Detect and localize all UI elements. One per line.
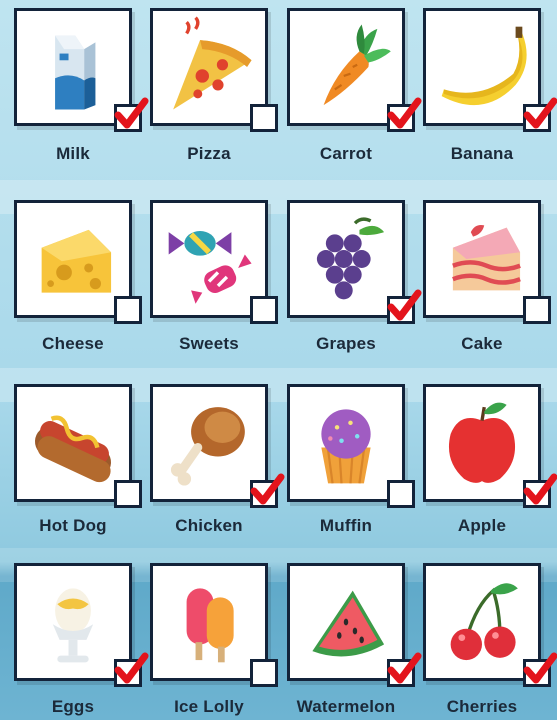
checkbox-watermelon[interactable] <box>387 659 415 687</box>
checkmark-icon <box>386 652 422 686</box>
food-label-hot-dog: Hot Dog <box>39 516 107 535</box>
food-label-chicken: Chicken <box>175 516 243 535</box>
food-label-pizza: Pizza <box>187 144 231 163</box>
food-label-banana: Banana <box>450 144 514 163</box>
food-label-cake: Cake <box>461 334 503 353</box>
food-label-cheese: Cheese <box>42 334 104 353</box>
checkmark-icon <box>113 652 149 686</box>
food-label-eggs: Eggs <box>51 697 95 716</box>
checkmark-icon <box>522 473 557 507</box>
food-label-apple: Apple <box>457 516 507 535</box>
checkbox-cheese[interactable] <box>114 296 142 324</box>
checkmark-icon <box>522 652 557 686</box>
checkbox-pizza[interactable] <box>250 104 278 132</box>
checkbox-eggs[interactable] <box>114 659 142 687</box>
checkbox-hot-dog[interactable] <box>114 480 142 508</box>
food-label-muffin: Muffin <box>319 516 373 535</box>
food-label-milk: Milk <box>56 144 90 163</box>
checkmark-icon <box>386 97 422 131</box>
checkbox-apple[interactable] <box>523 480 551 508</box>
checkbox-carrot[interactable] <box>387 104 415 132</box>
checkbox-cake[interactable] <box>523 296 551 324</box>
food-label-carrot: Carrot <box>319 144 373 163</box>
food-label-watermelon: Watermelon <box>296 697 396 716</box>
checkmark-icon <box>522 97 557 131</box>
food-label-grapes: Grapes <box>316 334 376 353</box>
checkbox-sweets[interactable] <box>250 296 278 324</box>
checkbox-chicken[interactable] <box>250 480 278 508</box>
checkbox-muffin[interactable] <box>387 480 415 508</box>
checkmark-icon <box>386 289 422 323</box>
food-label-ice-lolly: Ice Lolly <box>174 697 244 716</box>
checkmark-icon <box>249 473 285 507</box>
food-label-sweets: Sweets <box>179 334 239 353</box>
checkbox-milk[interactable] <box>114 104 142 132</box>
checkbox-grapes[interactable] <box>387 296 415 324</box>
checkbox-ice-lolly[interactable] <box>250 659 278 687</box>
checkbox-banana[interactable] <box>523 104 551 132</box>
checkmark-icon <box>113 97 149 131</box>
food-label-cherries: Cherries <box>446 697 518 716</box>
checkbox-cherries[interactable] <box>523 659 551 687</box>
